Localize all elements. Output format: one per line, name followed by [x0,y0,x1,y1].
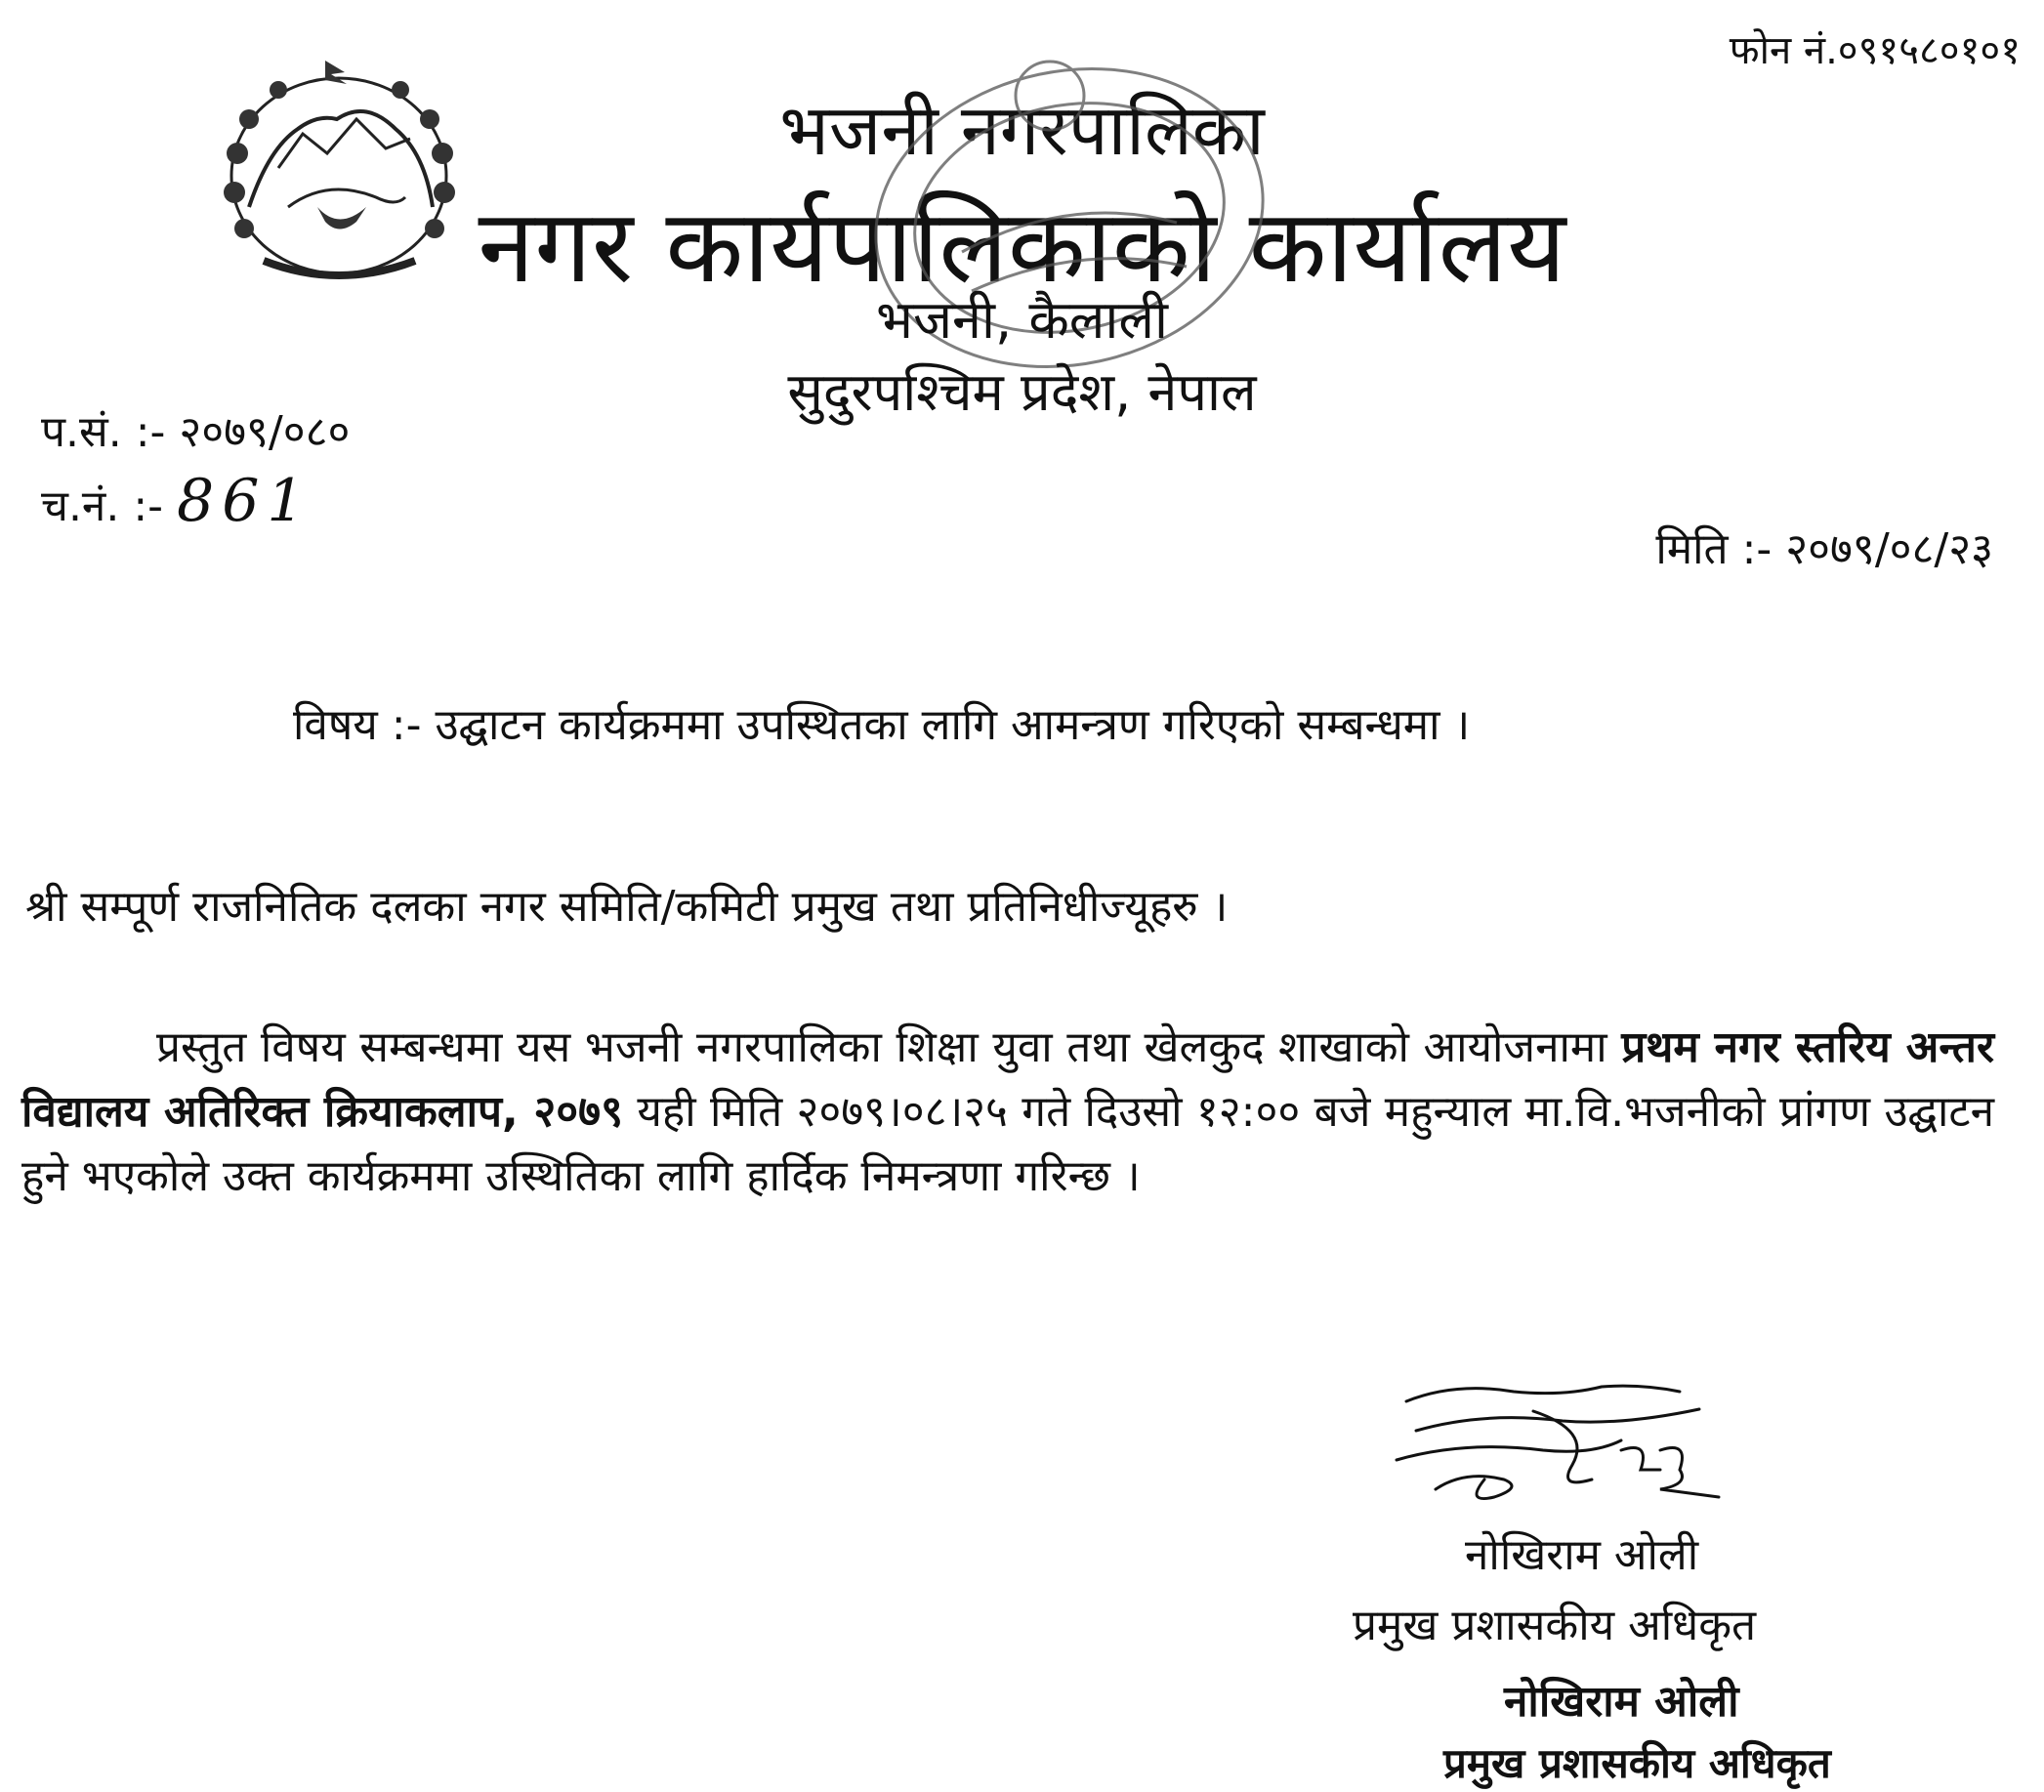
subject-text: उद्घाटन कार्यक्रममा उपस्थितका लागि आमन्त्रण गरिएको सम्बन्धमा । [435,700,1471,750]
signer-title: प्रमुख प्रशासकीय अधिकृत [1353,1601,1757,1650]
address-line-1: भजनी, कैलाली [876,289,1168,351]
date-row [1655,518,1993,576]
dispatch-label: च.नं. :- [41,481,164,531]
subject-line [293,693,1470,752]
date-value: २०७९/०८/२३ [1785,524,1993,574]
dispatch-number-row [41,467,313,535]
handwritten-signature-icon [1367,1372,1758,1519]
stamp-title: प्रमुख प्रशासकीय अधिकृत [1443,1739,1831,1787]
reference-label: प.सं. :- [41,407,166,457]
address-line-2: सुदुरपश्चिम प्रदेश, नेपाल [787,361,1257,423]
signer-name: नोखिराम ओली [1465,1530,1699,1580]
letter-body [21,1016,1994,1209]
office-title: नगर कार्यपालिकाको कार्यालय [478,187,1566,306]
body-part-2: यही मिति २०७९।०८।२५ गते दिउसो १२:०० बजे महुन्याल मा.वि.भजनीको प्रांगण उद्घाटन हुने भएकोले उक्त कार्यक्रममा उस्थितिका लागि हार्दिक निमन्त्रणा गरिन्छ । [21,1087,1994,1201]
dispatch-value: 861 [177,467,313,535]
subject-label: विषय :- [293,700,422,750]
event-name: प्रथम नगर स्तरिय अन्तर विद्यालय अतिरिक्त क्रियाकलाप, २०७९ [21,1022,1994,1137]
date-label: मिति :- [1655,524,1773,574]
stamp-name: नोखिराम ओली [1504,1677,1739,1727]
phone-number: फोन नं.०९१५८०१०१ [1729,28,2021,73]
salutation: श्री सम्पूर्ण राजनितिक दलका नगर समिति/कमिटी प्रमुख तथा प्रतिनिधीज्यूहरु । [25,882,1229,932]
body-part-1: प्रस्तुत विषय सम्बन्धमा यस भजनी नगरपालिका शिक्षा युवा तथा खेलकुद शाखाको आयोजनामा [156,1022,1607,1072]
municipality-name: भजनी नगरपालिका [779,89,1265,171]
reference-value: २०७९/०८० [179,407,351,457]
reference-number-row [41,400,350,459]
body-paragraph [21,1016,1994,1209]
